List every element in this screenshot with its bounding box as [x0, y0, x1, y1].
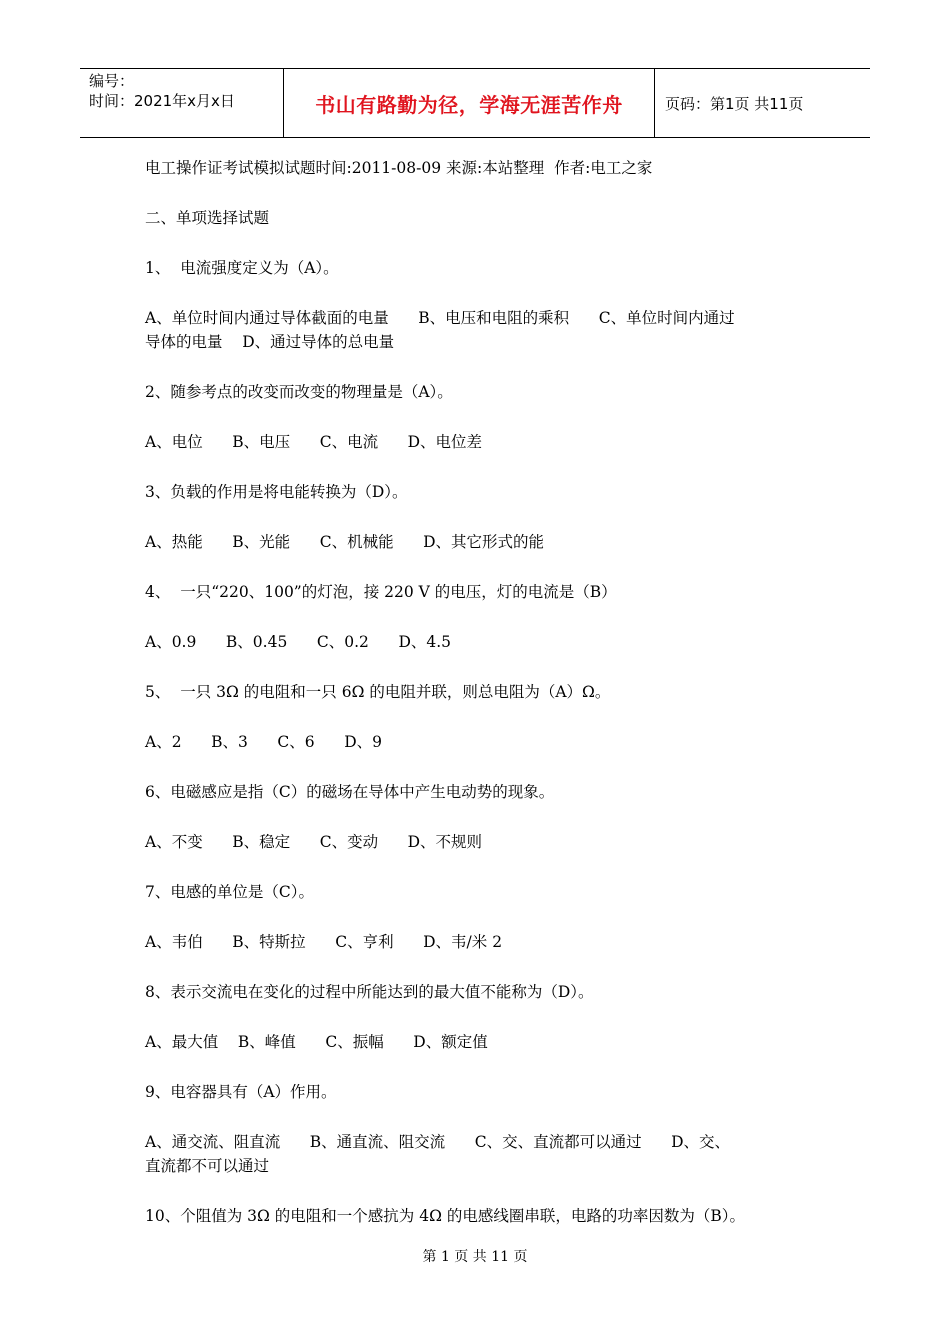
question-9-options-line-2: 直流都不可以通过	[145, 1157, 270, 1175]
question-3-options: A、热能 B、光能 C、机械能 D、其它形式的能	[145, 533, 545, 551]
question-10: 10、个阻值为 3Ω 的电阻和一个感抗为 4Ω 的电感线圈串联，电路的功率因数为（B）。	[145, 1207, 745, 1225]
question-6-options: A、不变 B、稳定 C、变动 D、不规则	[145, 833, 483, 851]
number-label: 编号：	[89, 72, 135, 90]
motto-text: 书山有路勤为径，学海无涯苦作舟	[315, 92, 623, 117]
question-1-options-line-2: 导体的电量 D、通过导体的总电量	[145, 333, 395, 351]
page-info-text: 页码：第1页 共11页	[665, 94, 804, 113]
question-2: 2、随参考点的改变而改变的物理量是（A）。	[145, 383, 453, 401]
question-2-options: A、电位 B、电压 C、电流 D、电位差	[145, 433, 483, 451]
question-3: 3、负载的作用是将电能转换为（D）。	[145, 483, 408, 501]
question-6: 6、电磁感应是指（C）的磁场在导体中产生电动势的现象。	[145, 783, 555, 801]
question-7: 7、电感的单位是（C）。	[145, 883, 314, 901]
question-5: 5、 一只 3Ω 的电阻和一只 6Ω 的电阻并联，则总电阻为（A）Ω。	[145, 683, 611, 701]
header-meta	[80, 69, 283, 137]
question-4: 4、 一只“220、100”的灯泡，接 220 V 的电压，灯的电流是（B）	[145, 583, 617, 601]
footer-page-number: 第 1 页 共 11 页	[422, 1249, 528, 1265]
document-body	[145, 156, 815, 1228]
question-9: 9、电容器具有（A）作用。	[145, 1083, 337, 1101]
page-footer	[0, 1246, 950, 1266]
question-5-options: A、2 B、3 C、6 D、9	[145, 733, 383, 751]
question-4-options: A、0.9 B、0.45 C、0.2 D、4.5	[145, 633, 452, 651]
header-page-info	[655, 69, 870, 137]
question-8: 8、表示交流电在变化的过程中所能达到的最大值不能称为（D）。	[145, 983, 594, 1001]
question-1-options-line-1: A、单位时间内通过导体截面的电量 B、电压和电阻的乘积 C、单位时间内通过	[145, 309, 735, 327]
question-8-options: A、最大值 B、峰值 C、振幅 D、额定值	[145, 1033, 488, 1051]
header-motto-cell	[283, 69, 655, 137]
question-9-options-line-1: A、通交流、阻直流 B、通直流、阻交流 C、交、直流都可以通过 D、交、	[145, 1133, 731, 1151]
question-1: 1、 电流强度定义为（A）。	[145, 259, 339, 277]
page-header	[80, 68, 870, 138]
time-label: 时间：2021年x月x日	[89, 92, 235, 110]
question-7-options: A、韦伯 B、特斯拉 C、亨利 D、韦/米 2	[145, 933, 503, 951]
source-line: 电工操作证考试模拟试题时间:2011-08-09 来源:本站整理 作者:电工之家	[145, 159, 653, 177]
section-title: 二、单项选择试题	[145, 209, 270, 227]
